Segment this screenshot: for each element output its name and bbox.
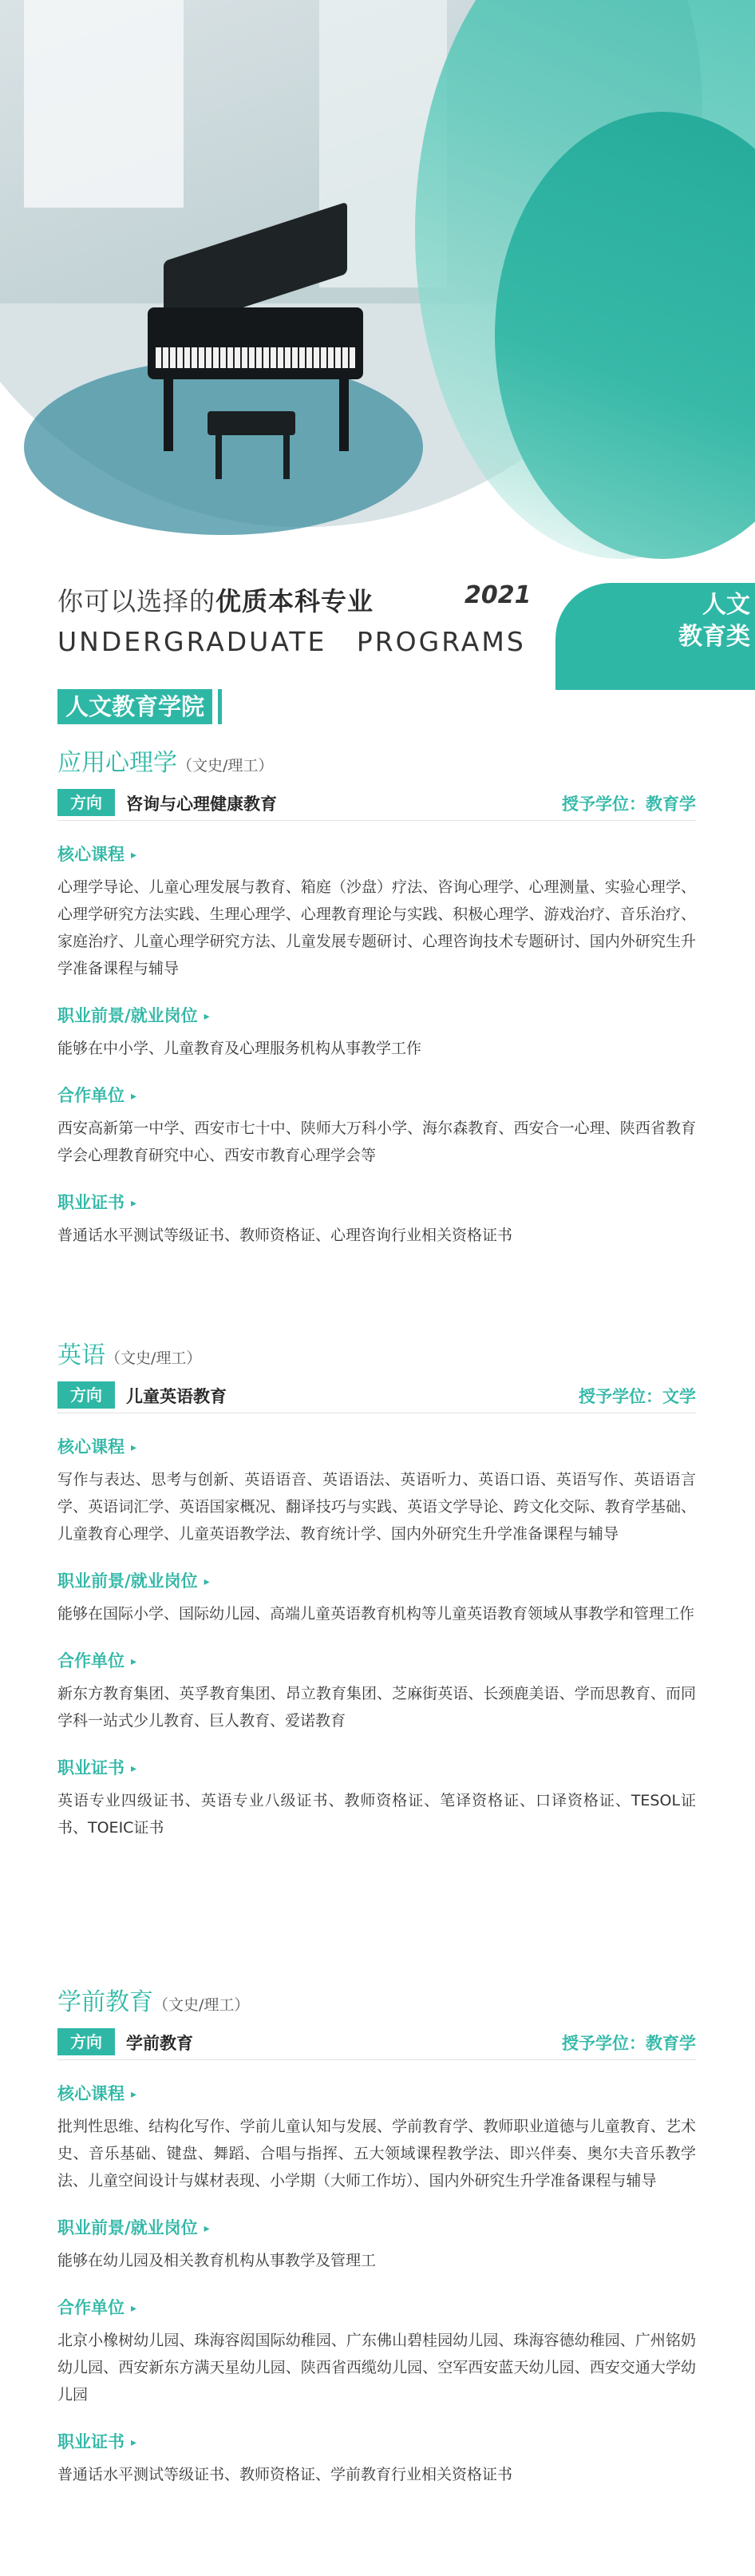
career-text: 能够在幼儿园及相关教育机构从事教学及管理工 (57, 2252, 377, 2269)
partners-text: 西安高新第一中学、西安市七十中、陕师大万科小学、海尔森教育、西安合一心理、陕西省教育学会心理教育研究中心、西安市教育心理学会等 (57, 1120, 696, 1164)
program-section (57, 1982, 696, 2488)
direction-tag: 方向 (57, 789, 115, 816)
headline (57, 581, 532, 657)
certs-text: 普通话水平测试等级证书、教师资格证、心理咨询行业相关资格证书 (57, 1227, 513, 1244)
certs-text: 英语专业四级证书、英语专业八级证书、教师资格证、笔译资格证、口译资格证、TESOL证书、TOEIC证书 (57, 1792, 696, 1837)
triangle-icon: ▸ (204, 1575, 210, 1588)
core-heading: 核心课程 ▸ (57, 1437, 137, 1456)
headline-cn-bold: 优质本科专业 (215, 586, 374, 616)
degree-text: 授予学位：文学 (579, 1387, 696, 1406)
direction-row (57, 1381, 696, 1413)
direction-row (57, 2028, 696, 2060)
direction-row (57, 789, 696, 821)
headline-cn: 你可以选择的优质本科专业 (57, 586, 374, 616)
direction-text: 儿童英语教育 (126, 1387, 227, 1406)
triangle-icon: ▸ (131, 2302, 137, 2315)
certs-heading: 职业证书 ▸ (57, 2432, 137, 2451)
career-text: 能够在国际小学、国际幼儿园、高端儿童英语教育机构等儿童英语教育领域从事教学和管理工作 (57, 1605, 695, 1623)
hero-banner (0, 0, 755, 559)
degree-text: 授予学位：教育学 (562, 2034, 696, 2053)
headline-en: UNDERGRADUATE PROGRAMS (57, 626, 526, 657)
window-light (24, 0, 184, 208)
certs-heading: 职业证书 ▸ (57, 1758, 137, 1777)
partners-text: 北京小橡树幼儿园、珠海容闳国际幼稚园、广东佛山碧桂园幼儿园、珠海容德幼稚园、广州铭奶幼儿园、西安新东方满天星幼儿园、陕西省西缆幼儿园、空军西安蓝天幼儿园、西安交通大学幼儿园 (57, 2332, 696, 2404)
triangle-icon: ▸ (131, 1197, 137, 1210)
career-heading: 职业前景/就业岗位 ▸ (57, 1571, 210, 1591)
triangle-icon: ▸ (131, 1655, 137, 1668)
program-title: 英语（文史/理工） (57, 1342, 202, 1369)
certs-heading: 职业证书 ▸ (57, 1193, 137, 1212)
college-title: 人文教育学院 (57, 689, 212, 724)
grand-piano-image (148, 232, 371, 471)
direction-text: 学前教育 (126, 2034, 193, 2053)
triangle-icon: ▸ (131, 1762, 137, 1775)
triangle-icon: ▸ (204, 1010, 210, 1023)
career-text: 能够在中小学、儿童教育及心理服务机构从事教学工作 (57, 1040, 422, 1057)
program-section (57, 743, 696, 1249)
triangle-icon: ▸ (131, 1090, 137, 1103)
partners-heading: 合作单位 ▸ (57, 2298, 137, 2317)
headline-year: 2021 (464, 581, 532, 609)
partners-heading: 合作单位 ▸ (57, 1651, 137, 1670)
direction-tag: 方向 (57, 2028, 115, 2055)
degree-text: 授予学位：教育学 (562, 795, 696, 814)
partners-heading: 合作单位 ▸ (57, 1086, 137, 1105)
program-title: 应用心理学（文史/理工） (57, 749, 274, 777)
partners-text: 新东方教育集团、英孚教育集团、昂立教育集团、芝麻街英语、长颈鹿美语、学而思教育、而同学科一站式少儿教育、巨人教育、爱诺教育 (57, 1685, 696, 1730)
core-heading: 核心课程 ▸ (57, 845, 137, 864)
certs-text: 普通话水平测试等级证书、教师资格证、学前教育行业相关资格证书 (57, 2466, 513, 2483)
program-section (57, 1335, 696, 1841)
category-side-tab: 人文 教育类 (555, 583, 755, 690)
core-text: 批判性思维、结构化写作、学前儿童认知与发展、学前教育学、教师职业道德与儿童教育、艺术史、音乐基础、键盘、舞蹈、合唱与指挥、五大领域课程教学法、即兴伴奏、奥尔夫音乐教学法、儿童空间设计与媒材表现、小学期（大师工作坊）、国内外研究生升学准备课程与辅导 (57, 2118, 696, 2190)
career-heading: 职业前景/就业岗位 ▸ (57, 2218, 210, 2237)
direction-text: 咨询与心理健康教育 (126, 795, 277, 814)
triangle-icon: ▸ (131, 1441, 137, 1454)
triangle-icon: ▸ (131, 2436, 137, 2449)
core-heading: 核心课程 ▸ (57, 2084, 137, 2103)
triangle-icon: ▸ (131, 2088, 137, 2101)
career-heading: 职业前景/就业岗位 ▸ (57, 1006, 210, 1025)
triangle-icon: ▸ (204, 2222, 210, 2235)
core-text: 写作与表达、思考与创新、英语语音、英语语法、英语听力、英语口语、英语写作、英语语言学、英语词汇学、英语国家概况、翻译技巧与实践、英语文学导论、跨文化交际、教育学基础、儿童教育心理学、儿童英语教学法、教育统计学、国内外研究生升学准备课程与辅导 (57, 1471, 696, 1543)
direction-tag: 方向 (57, 1381, 115, 1409)
triangle-icon: ▸ (131, 849, 137, 862)
program-title: 学前教育（文史/理工） (57, 1988, 250, 2016)
core-text: 心理学导论、儿童心理发展与教育、箱庭（沙盘）疗法、咨询心理学、心理测量、实验心理学、心理学研究方法实践、生理心理学、心理教育理论与实践、积极心理学、游戏治疗、音乐治疗、家庭治疗、儿童心理学研究方法、儿童发展专题研讨、心理咨询技术专题研讨、国内外研究生升学准备课程与辅导 (57, 878, 696, 977)
